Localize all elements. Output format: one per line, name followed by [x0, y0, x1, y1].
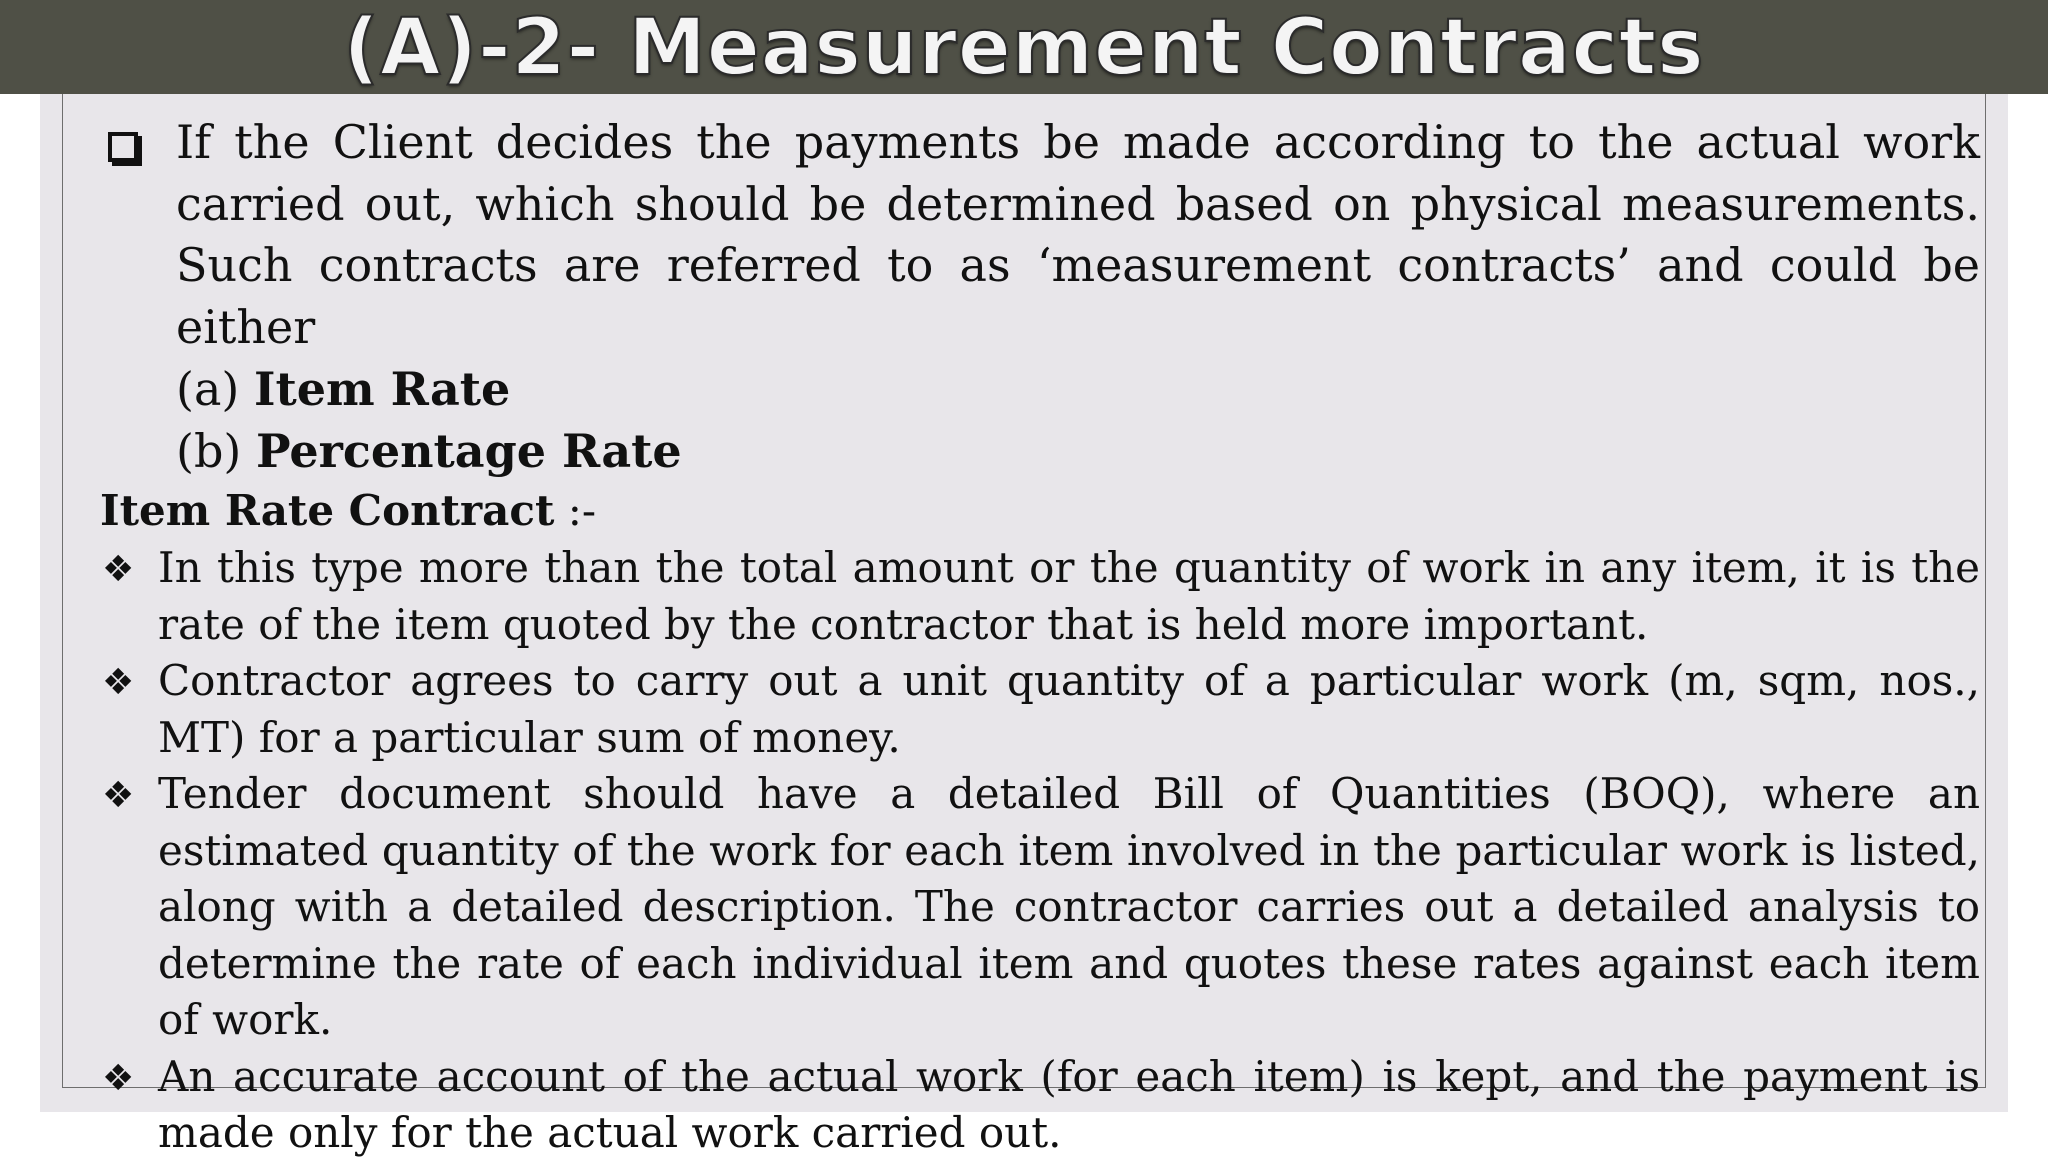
intro-paragraph: [100, 112, 1980, 358]
option-label: Item Rate: [253, 362, 511, 416]
option-percentage-rate: [100, 420, 1980, 482]
section-heading: [100, 482, 1980, 540]
option-prefix: (a): [176, 362, 254, 416]
list-item-text: Contractor agrees to carry out a unit quantity of a particular work (m, sqm, nos., MT) for a particular sum of money.: [158, 656, 1980, 762]
section-heading-text: Item Rate Contract: [100, 486, 555, 535]
list-item-text: Tender document should have a detailed Bill of Quantities (BOQ), where an estimated quantity of the work for each item involved in the particular work is listed, along with a detailed description. The contractor carries out a detailed analysis to determine the rate of each individual item and quotes these rates against each item of work.: [158, 769, 1980, 1044]
slide-title: (A)-2- Measurement Contracts: [343, 3, 1705, 93]
list-item-text: In this type more than the total amount or the quantity of work in any item, it is the rate of the item quoted by the contractor that is held more important.: [158, 543, 1980, 649]
list-item: [100, 653, 1980, 766]
section-heading-suffix: :-: [554, 486, 597, 535]
option-prefix: (b): [176, 424, 256, 478]
option-item-rate: [100, 358, 1980, 420]
diamond-bullet-icon: ❖: [102, 775, 135, 816]
slide-content: [100, 112, 1980, 1162]
title-bar: [0, 0, 2048, 94]
list-item-text: An accurate account of the actual work (for each item) is kept, and the payment is made only for the actual work carried out.: [158, 1051, 1980, 1157]
list-item: [100, 540, 1980, 653]
diamond-bullet-icon: ❖: [102, 549, 135, 590]
diamond-bullet-icon: ❖: [102, 1057, 135, 1099]
option-label: Percentage Rate: [255, 424, 682, 478]
list-item: [100, 766, 1980, 1049]
intro-text: If the Client decides the payments be made according to the actual work carried out, which should be determined based on physical measurements. Such contracts are referred to as ‘measurement contracts’ and could be either: [176, 115, 1980, 354]
bullet-list: [100, 540, 1980, 1162]
square-bullet-icon: [108, 132, 138, 162]
diamond-bullet-icon: ❖: [102, 662, 135, 703]
list-item: [100, 1049, 1980, 1162]
